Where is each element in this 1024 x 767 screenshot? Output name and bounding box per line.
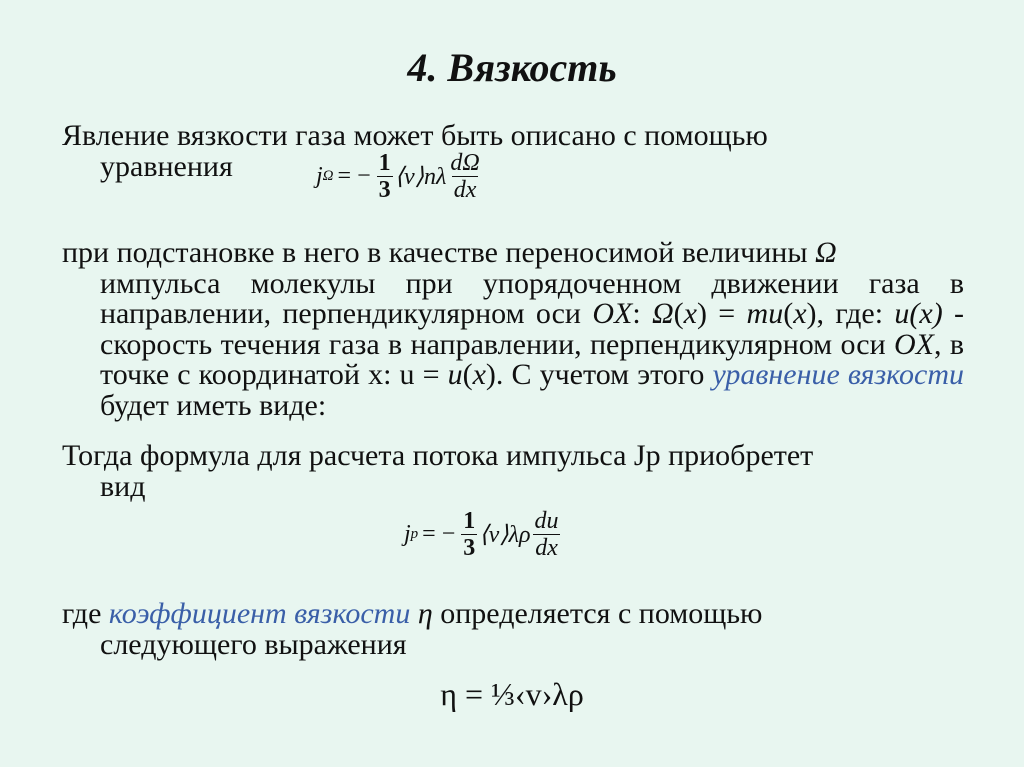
viscosity-coefficient-link[interactable]: коэффициент вязкости xyxy=(108,597,411,630)
viscosity-equation-link[interactable]: уравнение вязкости xyxy=(712,358,965,391)
paragraph-intro xyxy=(62,121,964,182)
paragraph-substitution: при подстановке в него в качестве переносимой величины Ω импульса молекулы при упорядоченном движении газа в направлении, перпендикулярном оси OX: Ω(x) = mu(x), где: u(x) - скорость течения газа в направлении, перпендикулярном оси OX, в точке с координатой x: u = u(x). С учетом этого уравнение вязкости будет иметь виде: xyxy=(62,236,965,422)
one-third-fraction-2: $\frac{1}{3}$ xyxy=(463,508,476,561)
intro-line-2: уравнения xyxy=(100,149,233,183)
flux-subscript: Ω xyxy=(322,168,334,184)
velocity-gradient-fraction: $\frac{du}{dx}$ xyxy=(534,508,559,561)
flux-middle-term: ⟨v⟩nλ xyxy=(394,164,447,190)
flux-symbol: j xyxy=(316,163,323,189)
paragraph-momentum-flux: Тогда формула для расчета потока импульса Jp приобретет вид xyxy=(62,439,814,503)
jp-symbol: j xyxy=(404,521,411,547)
jp-subscript: p xyxy=(410,526,419,542)
momentum-flux-equation xyxy=(404,508,563,561)
derivative-fraction: $\frac{d\Omega}{dx}$ xyxy=(450,150,480,203)
intro-line-1: Явление вязкости газа может быть описано с помощью xyxy=(62,119,768,152)
one-third-fraction: $\frac{1}{3}$ xyxy=(378,150,391,203)
viscosity-coefficient-formula: η = ⅓‹v›λρ xyxy=(440,676,584,712)
slide-title: 4. Вязкость xyxy=(407,45,617,90)
paragraph-viscosity-coefficient: где коэффициент вязкости η определяется с помощью следующего выражения xyxy=(62,597,763,661)
momentum-middle-term: ⟨v⟩λρ xyxy=(479,522,531,548)
flux-equation xyxy=(316,150,484,203)
equals-minus-2: = − xyxy=(422,521,456,547)
equals-minus: = − xyxy=(337,163,371,189)
